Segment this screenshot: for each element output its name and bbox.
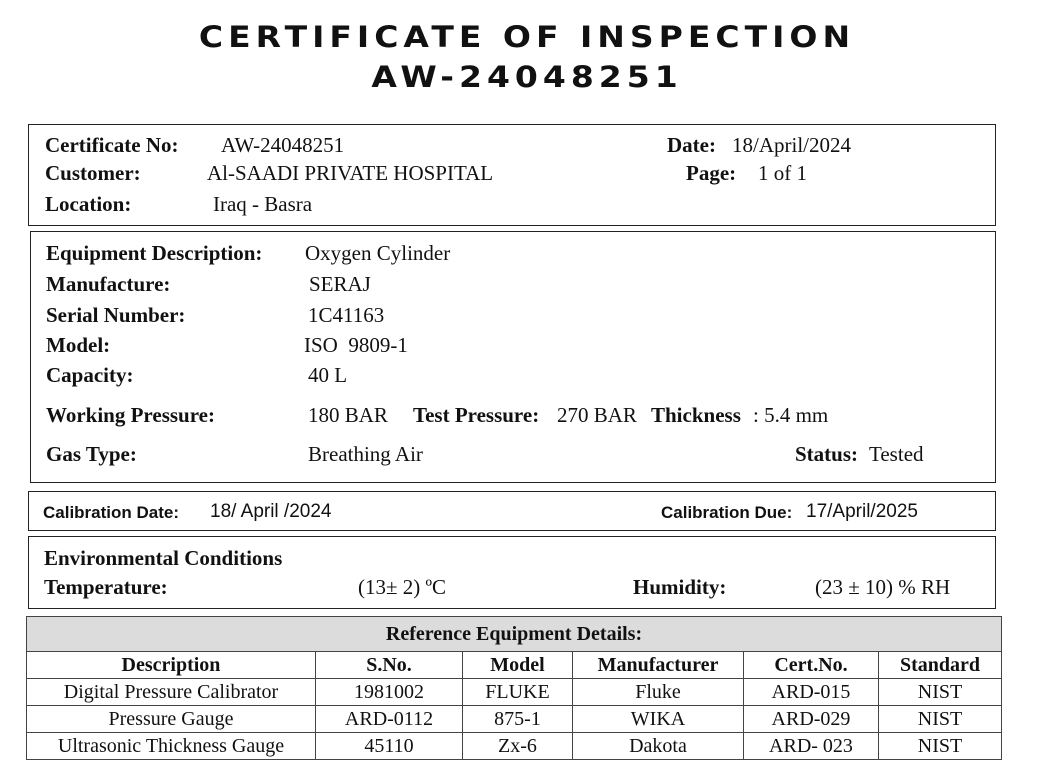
model-label: Model:: [46, 333, 111, 357]
col-manufacturer: Manufacturer: [573, 652, 744, 679]
cell-manufacturer: WIKA: [573, 706, 744, 733]
reference-heading: Reference Equipment Details:: [27, 617, 1002, 652]
manufacture-label: Manufacture:: [46, 272, 171, 296]
working-pressure-label: Working Pressure:: [46, 403, 215, 427]
cell-model: Zx-6: [463, 733, 573, 760]
cell-description: Digital Pressure Calibrator: [27, 679, 316, 706]
gas-type-label: Gas Type:: [46, 442, 137, 466]
calibration-due-value: 17/April/2025: [806, 501, 918, 522]
capacity-label: Capacity:: [46, 363, 134, 387]
cert-no-label: Certificate No:: [45, 133, 179, 157]
equipment-desc-value: Oxygen Cylinder: [305, 241, 451, 265]
calibration-box: [28, 491, 996, 531]
page-label: Page:: [686, 161, 737, 185]
calibration-date-value: 18/ April /2024: [210, 501, 332, 522]
cell-model: 875-1: [463, 706, 573, 733]
location-value: Iraq - Basra: [213, 192, 313, 216]
cell-description: Ultrasonic Thickness Gauge: [27, 733, 316, 760]
manufacture-value: SERAJ: [309, 272, 371, 296]
cell-standard: NIST: [879, 706, 1002, 733]
col-model: Model: [463, 652, 573, 679]
cell-sno: 45110: [316, 733, 463, 760]
thickness-label: Thickness: [651, 403, 741, 427]
serial-number-value: 1C41163: [308, 303, 385, 327]
date-value: 18/April/2024: [732, 133, 851, 157]
table-row: [27, 706, 1002, 733]
gas-type-value: Breathing Air: [308, 442, 423, 466]
cell-sno: ARD-0112: [316, 706, 463, 733]
col-standard: Standard: [879, 652, 1002, 679]
cell-cert-no: ARD- 023: [744, 733, 879, 760]
status-value: Tested: [869, 442, 924, 466]
temperature-label: Temperature:: [44, 575, 168, 599]
cell-model: FLUKE: [463, 679, 573, 706]
cell-cert-no: ARD-029: [744, 706, 879, 733]
capacity-value: 40 L: [308, 363, 348, 387]
cell-standard: NIST: [879, 679, 1002, 706]
location-label: Location:: [45, 192, 132, 216]
humidity-label: Humidity:: [633, 575, 727, 599]
col-sno: S.No.: [316, 652, 463, 679]
header-box: [28, 124, 996, 226]
cert-no-value: AW-24048251: [221, 133, 345, 157]
test-pressure-label: Test Pressure:: [413, 403, 540, 427]
equipment-box: [30, 231, 996, 483]
reference-header-row: [27, 652, 1002, 679]
certificate-number-title: AW-24048251: [371, 59, 683, 95]
humidity-value: (23 ± 10) % RH: [815, 575, 951, 599]
test-pressure-value: 270 BAR: [557, 403, 637, 427]
table-row: [27, 679, 1002, 706]
document-title: CERTIFICATE OF INSPECTION: [198, 19, 856, 55]
model-value: ISO 9809-1: [304, 333, 408, 357]
date-label: Date:: [667, 133, 716, 157]
temperature-value: (13± 2) ºC: [358, 575, 447, 599]
reference-equipment-table: [26, 616, 1002, 760]
cell-manufacturer: Fluke: [573, 679, 744, 706]
calibration-date-label: Calibration Date:: [43, 503, 180, 522]
working-pressure-value: 180 BAR: [308, 403, 388, 427]
cell-standard: NIST: [879, 733, 1002, 760]
col-description: Description: [27, 652, 316, 679]
environment-box: [28, 536, 996, 609]
customer-label: Customer:: [45, 161, 141, 185]
page-value: 1 of 1: [758, 161, 807, 185]
serial-number-label: Serial Number:: [46, 303, 186, 327]
col-cert-no: Cert.No.: [744, 652, 879, 679]
cell-manufacturer: Dakota: [573, 733, 744, 760]
calibration-due-label: Calibration Due:: [661, 503, 793, 522]
equipment-desc-label: Equipment Description:: [46, 241, 263, 265]
status-label: Status:: [795, 442, 859, 466]
environment-heading: Environmental Conditions: [44, 546, 283, 570]
cell-sno: 1981002: [316, 679, 463, 706]
table-row: [27, 733, 1002, 760]
cell-cert-no: ARD-015: [744, 679, 879, 706]
thickness-value: : 5.4 mm: [753, 403, 829, 427]
customer-value: Al-SAADI PRIVATE HOSPITAL: [207, 161, 494, 185]
cell-description: Pressure Gauge: [27, 706, 316, 733]
